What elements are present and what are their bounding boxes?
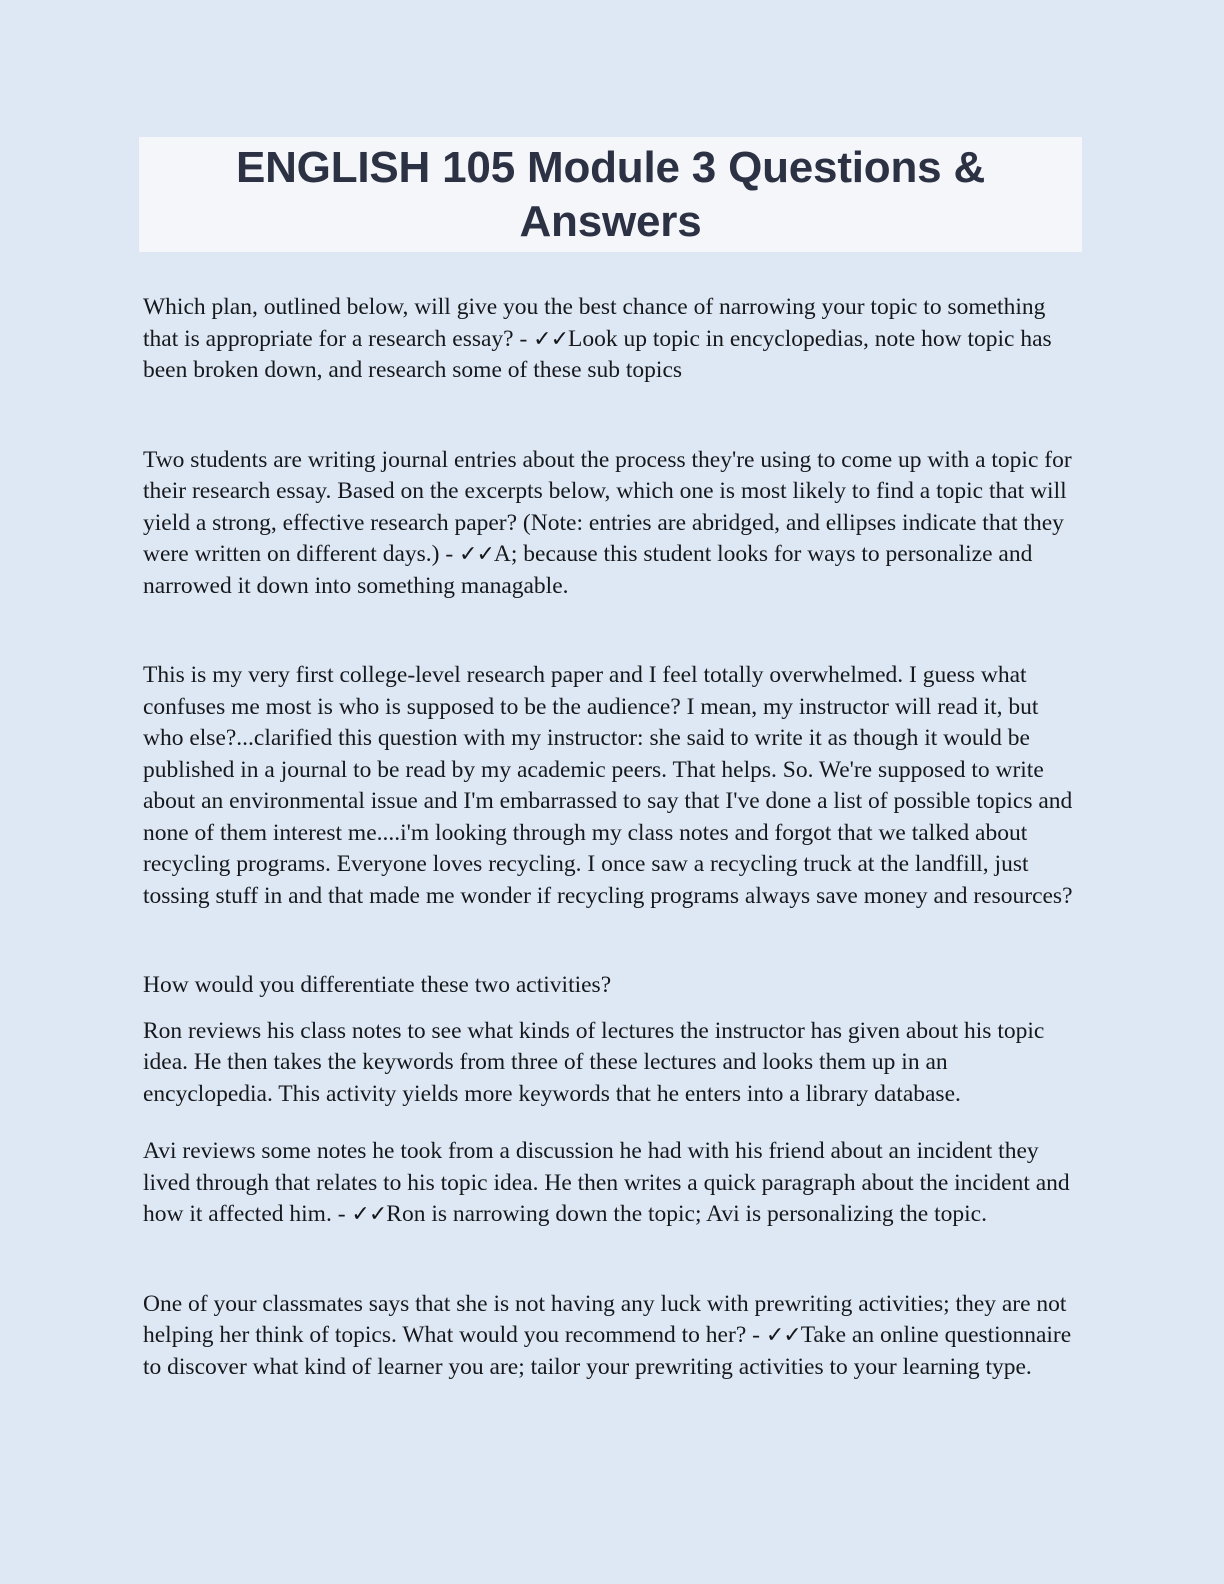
qa-block-q4-avi xyxy=(143,1136,1075,1231)
qa-block-q2 xyxy=(143,445,1075,603)
question-text: Avi reviews some notes he took from a discussion he had with his friend about an incident they lived through that relates to his topic idea. He then writes a quick paragraph about the incident and how it affected him. - xyxy=(143,1138,1070,1227)
check-icon: ✓✓ xyxy=(351,1202,387,1227)
answer-text: A; because this student looks for ways to personalize and narrowed it down into something managable. xyxy=(143,541,1033,599)
document-body xyxy=(143,292,1075,1441)
question-text: One of your classmates says that she is not having any luck with prewriting activities; they are not helping her think of topics. What would you recommend to her? - xyxy=(143,1290,1067,1348)
qa-block-q3-passage: This is my very first college-level research paper and I feel totally overwhelmed. I guess what confuses me most is who is supposed to be the audience? I mean, my instructor will read it, but who else?...clarified this question with my instructor: she said to write it as though it would be published in a journal to be read by my academic peers. That helps. So. We're supposed to write about an environmental issue and I'm embarrassed to say that I've done a list of possible topics and none of them interest me....i'm looking through my class notes and forgot that we talked about recycling programs. Everyone loves recycling. I once saw a recycling truck at the landfill, just tossing stuff in and that made me wonder if recycling programs always save money and resources? xyxy=(143,662,1073,909)
answer-text: Ron is narrowing down the topic; Avi is personalizing the topic. xyxy=(386,1201,987,1227)
qa-block-q1 xyxy=(143,292,1075,387)
question-text: Which plan, outlined below, will give you the best chance of narrowing your topic to something that is appropriate for a research essay? - xyxy=(143,294,1046,352)
title-banner xyxy=(139,137,1082,252)
qa-block-q4-prompt: How would you differentiate these two activities? xyxy=(143,972,612,998)
page-title: ENGLISH 105 Module 3 Questions & Answers xyxy=(235,142,986,246)
check-icon: ✓✓ xyxy=(533,326,569,352)
check-icon: ✓✓ xyxy=(765,1323,801,1348)
check-icon: ✓✓ xyxy=(459,542,494,567)
qa-block-q4-ron: Ron reviews his class notes to see what kinds of lectures the instructor has given about his topic idea. He then takes the keywords from three of these lectures and looks them up in an encyclopedia. This activity yields more keywords that he enters into a library database. xyxy=(143,1017,1045,1107)
answer-text: Look up topic in encyclopedias, note how topic has been broken down, and research some of these sub topics xyxy=(143,325,1052,383)
answer-text: Take an online questionnaire to discover what kind of learner you are; tailor your prewriting activities to your learning type. xyxy=(143,1322,1072,1380)
qa-block-q5 xyxy=(143,1289,1075,1384)
question-text: Two students are writing journal entries about the process they're using to come up with a topic for their research essay. Based on the excerpts below, which one is most likely to find a topic that will yield a strong, effective research paper? (Note: entries are abridged, and ellipses indicate that they were written on different days.) - xyxy=(143,446,1072,567)
